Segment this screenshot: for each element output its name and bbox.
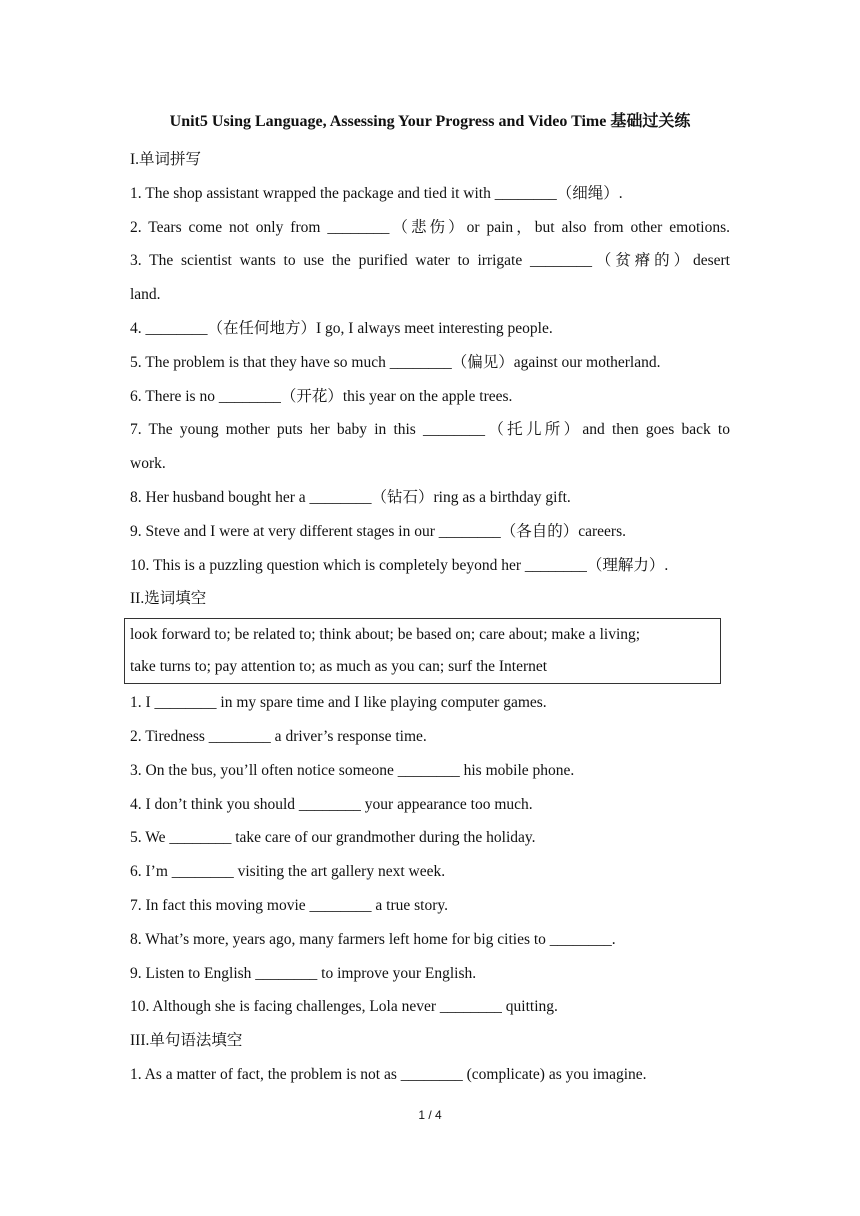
question-line: 6. There is no ________（开花）this year on the apple trees. [130, 387, 513, 405]
word-bank-line: look forward to; be related to; think about; be based on; care about; make a living; [130, 626, 641, 644]
section-heading-spelling: I.单词拼写 [130, 151, 202, 168]
question-line: work. [130, 455, 166, 473]
question-line: 6. I’m ________ visiting the art gallery next week. [130, 863, 446, 881]
question-line: 1. I ________ in my spare time and I like playing computer games. [130, 694, 547, 712]
question-line: 4. ________（在任何地方）I go, I always meet interesting people. [130, 319, 553, 337]
question-line: 7. The young mother puts her baby in this ________（托儿所）and then goes back to [130, 421, 730, 439]
question-line: 10. Although she is facing challenges, Lola never ________ quitting. [130, 998, 558, 1016]
question-line: 9. Listen to English ________ to improve your English. [130, 964, 477, 982]
question-line: 2. Tiredness ________ a driver’s response time. [130, 727, 427, 745]
question-line: 9. Steve and I were at very different stages in our ________（各自的）careers. [130, 522, 626, 540]
question-line: 2. Tears come not only from ________（悲伤）or pain，but also from other emotions. [130, 218, 730, 236]
question-line: 8. Her husband bought her a ________（钻石）ring as a birthday gift. [130, 488, 571, 506]
question-line: 5. The problem is that they have so much ________（偏见）against our motherland. [130, 353, 661, 371]
question-line: 1. As a matter of fact, the problem is not as ________ (complicate) as you imagine. [130, 1065, 647, 1083]
question-line: land. [130, 286, 161, 304]
question-line: 3. On the bus, you’ll often notice someone ________ his mobile phone. [130, 761, 575, 779]
question-line: 3. The scientist wants to use the purified water to irrigate ________（贫瘠的）desert [130, 252, 730, 270]
page-title: Unit5 Using Language, Assessing Your Progress and Video Time 基础过关练 [169, 113, 691, 130]
word-bank-box [124, 618, 721, 684]
question-line: 7. In fact this moving movie ________ a true story. [130, 896, 448, 914]
section-heading-grammar: III.单句语法填空 [130, 1032, 243, 1050]
question-line: 8. What’s more, years ago, many farmers left home for big cities to ________. [130, 930, 616, 948]
question-line: 5. We ________ take care of our grandmother during the holiday. [130, 829, 536, 847]
worksheet-body [130, 143, 730, 1092]
word-bank-line: take turns to; pay attention to; as much as you can; surf the Internet [130, 658, 548, 676]
question-line: 10. This is a puzzling question which is completely beyond her ________（理解力）. [130, 556, 669, 574]
question-line: 4. I don’t think you should ________ your appearance too much. [130, 795, 533, 813]
page-number: 1 / 4 [418, 1108, 442, 1122]
question-line: 1. The shop assistant wrapped the package and tied it with ________（细绳）. [130, 184, 623, 202]
section-heading-word-choice: II.选词填空 [130, 590, 207, 608]
